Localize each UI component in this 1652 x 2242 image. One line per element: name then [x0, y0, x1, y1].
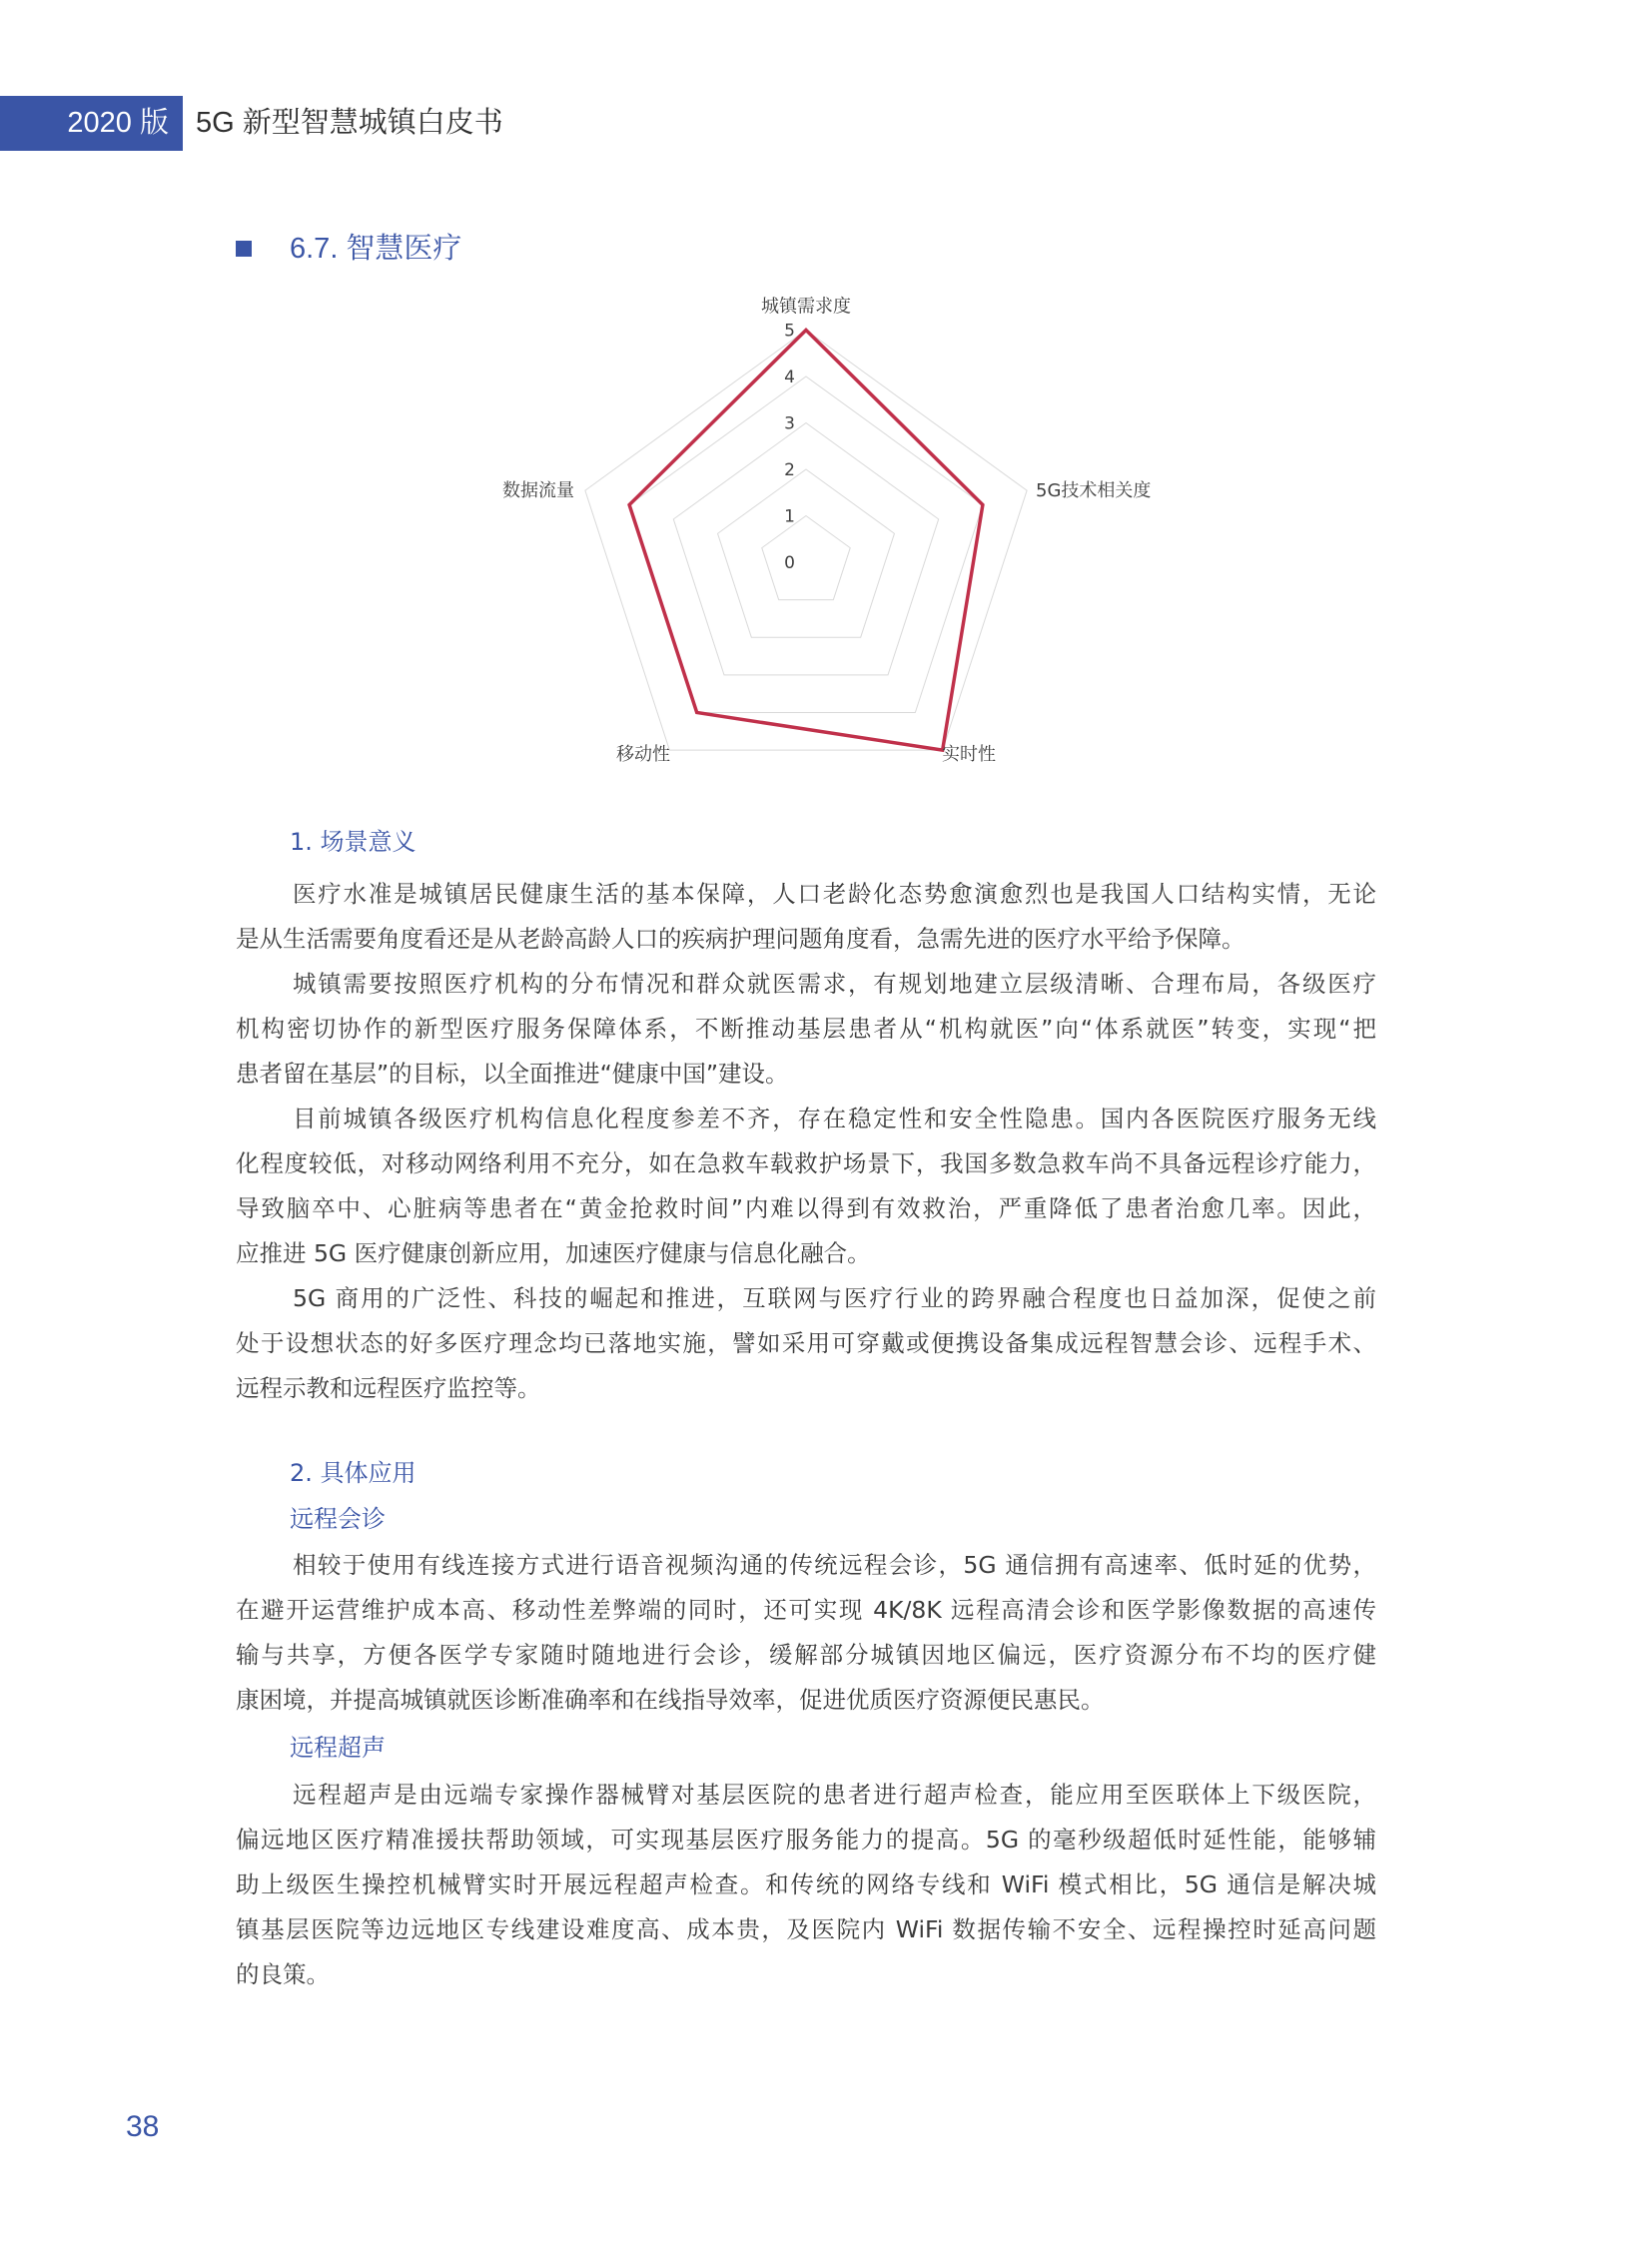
text-line: 目前城镇各级医疗机构信息化程度参差不齐，存在稳定性和安全性隐患。国内各医院医疗服务无线 [293, 1105, 1376, 1132]
axis-label: 实时性 [942, 744, 996, 765]
radar-chart [439, 280, 1199, 799]
paragraph-5 [236, 1543, 1376, 1723]
text-line: 的良策。 [236, 1960, 330, 1988]
text-line: 5G 商用的广泛性、科技的崛起和推进，互联网与医疗行业的跨界融合程度也日益加深，促使之前 [293, 1284, 1376, 1312]
heading-specific-applications: 2. 具体应用 [290, 1459, 416, 1487]
text-line: 在避开运营维护成本高、移动性差弊端的同时，还可实现 4K/8K 远程高清会诊和医学影像数据的高速传 [236, 1596, 1376, 1624]
tick-label: 1 [784, 506, 795, 527]
radar-grid [585, 331, 1027, 751]
grid-ring [718, 469, 895, 637]
tick-label: 4 [784, 368, 795, 387]
text-line: 助上级医生操控机械臂实时开展远程超声检查。和传统的网络专线和 WiFi 模式相比，5G 通信是解决城 [236, 1870, 1376, 1898]
paragraph-4 [236, 1276, 1376, 1411]
subheading-remote-ultrasound: 远程超声 [290, 1734, 386, 1762]
axis-label: 数据流量 [502, 480, 574, 501]
text-line: 机构密切协作的新型医疗服务保障体系，不断推动基层患者从“机构就医”向“体系就医”转变，实现“把 [236, 1015, 1376, 1043]
text-line: 导致脑卒中、心脏病等患者在“黄金抢救时间”内难以得到有效救治，严重降低了患者治愈几率。因此， [236, 1194, 1376, 1222]
tick-label: 0 [784, 553, 795, 573]
text-line: 相较于使用有线连接方式进行语音视频沟通的传统远程会诊，5G 通信拥有高速率、低时延的优势， [293, 1551, 1376, 1579]
grid-ring [629, 376, 983, 712]
tick-label: 3 [784, 413, 795, 434]
radar-series [629, 330, 983, 750]
subheading-remote-consultation: 远程会诊 [290, 1505, 386, 1533]
text-line: 远程超声是由远端专家操作器械臂对基层医院的患者进行超声检查，能应用至医联体上下级医院， [293, 1781, 1376, 1809]
paragraph-2 [236, 962, 1376, 1097]
tick-label: 2 [784, 460, 795, 480]
paragraph-3 [236, 1097, 1376, 1276]
axis-label: 移动性 [616, 744, 670, 765]
text-line: 偏远地区医疗精准援扶帮助领域，可实现基层医疗服务能力的提高。5G 的毫秒级超低时延性能，能够辅 [236, 1826, 1376, 1854]
text-line: 远程示教和远程医疗监控等。 [236, 1374, 541, 1402]
text-line: 康困境，并提高城镇就医诊断准确率和在线指导效率，促进优质医疗资源便民惠民。 [236, 1686, 1105, 1714]
text-line: 医疗水准是城镇居民健康生活的基本保障，人口老龄化态势愈演愈烈也是我国人口结构实情，无论 [293, 880, 1376, 908]
text-line: 化程度较低，对移动网络利用不充分，如在急救车载救护场景下，我国多数急救车尚不具备远程诊疗能力， [236, 1149, 1376, 1177]
text-line: 镇基层医院等边远地区专线建设难度高、成本贵，及医院内 WiFi 数据传输不安全、远程操控时延高问题 [236, 1915, 1376, 1943]
section-title: 6.7. 智慧医疗 [290, 233, 462, 265]
text-line: 城镇需要按照医疗机构的分布情况和群众就医需求，有规划地建立层级清晰、合理布局，各级医疗 [293, 970, 1376, 998]
text-line: 患者留在基层”的目标，以全面推进“健康中国”建设。 [236, 1060, 789, 1088]
section-marker-icon [236, 241, 252, 257]
text-line: 应推进 5G 医疗健康创新应用，加速医疗健康与信息化融合。 [236, 1239, 871, 1267]
text-line: 输与共享，方便各医学专家随时随地进行会诊，缓解部分城镇因地区偏远，医疗资源分布不均的医疗健 [236, 1641, 1376, 1669]
axis-label: 5G技术相关度 [1036, 480, 1152, 501]
grid-ring [585, 331, 1027, 751]
edition-label: 2020 版 [67, 107, 169, 139]
text-line: 处于设想状态的好多医疗理念均已落地实施，譬如采用可穿戴或便携设备集成远程智慧会诊、远程手术、 [236, 1329, 1376, 1357]
tick-label: 5 [784, 321, 795, 342]
heading-scenario-significance: 1. 场景意义 [290, 828, 416, 856]
radar-tick-labels [784, 322, 795, 574]
paragraph-1 [236, 872, 1376, 962]
page-number: 38 [126, 2110, 160, 2143]
paragraph-6 [236, 1773, 1376, 1997]
grid-ring [762, 516, 850, 600]
series-polygon [629, 331, 983, 751]
document-title: 5G 新型智慧城镇白皮书 [196, 107, 503, 139]
text-line: 是从生活需要角度看还是从老龄高龄人口的疾病护理问题角度看，急需先进的医疗水平给予保障。 [236, 925, 1245, 953]
axis-label: 城镇需求度 [761, 296, 851, 318]
edition-badge [0, 96, 183, 151]
